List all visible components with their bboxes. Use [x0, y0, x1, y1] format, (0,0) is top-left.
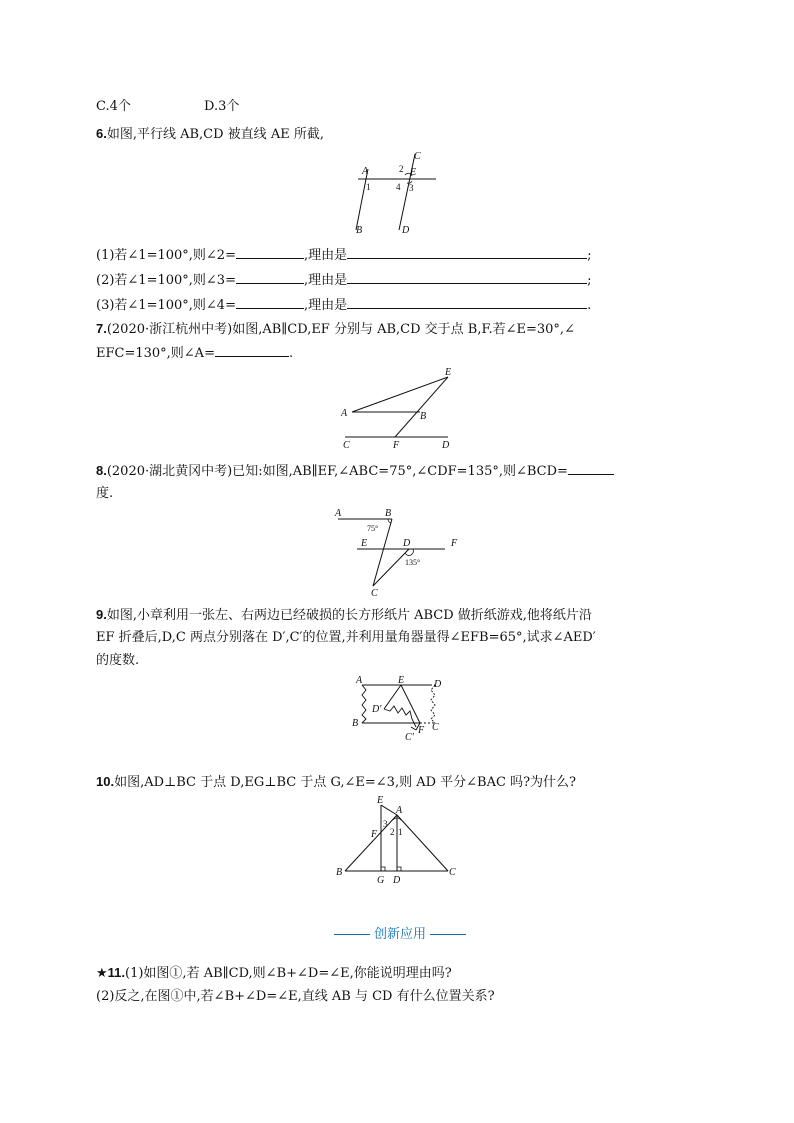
label-b: B	[336, 867, 343, 878]
question-number: 10.	[96, 774, 115, 789]
section-title: 创新应用	[374, 927, 427, 942]
question-11-line-2: (2)反之,在图①中,若∠B+∠D=∠E,直线 AB 与 CD 有什么位置关系?	[96, 989, 495, 1004]
label-b: B	[352, 718, 359, 729]
question-11-line-1	[96, 963, 452, 984]
label-d: D	[402, 225, 410, 236]
figure-q6	[340, 148, 460, 238]
label-d: D	[442, 440, 450, 451]
angle-1: 1	[366, 182, 371, 192]
label-c: C	[414, 151, 421, 162]
angle-75: 75°	[367, 524, 379, 533]
question-text: EFC=130°,则∠A=	[96, 346, 215, 361]
label-b: B	[420, 411, 427, 422]
question-text: 如图,小章利用一张左、右两边已经破损的长方形纸片 ABCD 做折纸游戏,他将纸片沿	[106, 608, 592, 623]
label-d: D	[434, 679, 442, 690]
angle-3: 3	[383, 819, 388, 829]
part-text: ;	[587, 273, 592, 288]
label-f: F	[451, 538, 458, 549]
question-text: 如图,平行线 AB,CD 被直线 AE 所截,	[106, 127, 324, 142]
part-text: ,理由是	[303, 273, 348, 288]
answer-blank[interactable]	[215, 342, 289, 357]
label-e: E	[377, 795, 384, 806]
label-a: A	[362, 166, 369, 177]
label-c: C	[343, 440, 350, 451]
question-7-line-1	[96, 319, 575, 340]
label-a: A	[335, 508, 342, 519]
section-header	[330, 925, 470, 945]
label-c: C	[432, 722, 439, 733]
question-number: 6.	[96, 126, 107, 141]
label-e: E	[445, 367, 452, 378]
label-a: A	[341, 408, 348, 419]
label-g: G	[377, 875, 385, 886]
angle-4: 4	[396, 182, 401, 192]
label-cprime: C′	[405, 732, 414, 743]
question-6-stem	[96, 124, 324, 145]
answer-blank[interactable]	[568, 460, 614, 475]
figure-q7	[340, 365, 470, 455]
question-8-line-2: 度.	[96, 486, 114, 501]
question-6-part-3	[96, 294, 591, 316]
question-text: (2020·湖北黄冈中考)已知:如图,AB∥EF,∠ABC=75°,∠CDF=135°,则∠BCD=	[106, 464, 568, 479]
label-a: A	[356, 675, 363, 686]
question-text: 如图,AD⊥BC 于点 D,EG⊥BC 于点 G,∠E=∠3,则 AD 平分∠BAC 吗?为什么?	[114, 775, 577, 790]
answer-blank[interactable]	[236, 269, 304, 284]
label-e: E	[410, 167, 417, 178]
part-text: (1)若∠1=100°,则∠2=	[96, 248, 236, 263]
star-icon: ★	[96, 966, 108, 981]
question-number: 9.	[96, 607, 107, 622]
question-9-line-2: EF 折叠后,D,C 两点分别落在 D′,C′的位置,并利用量角器量得∠EFB=65°,试求∠AED′	[96, 630, 596, 645]
option-d: D.3个	[204, 99, 240, 114]
part-text: ,理由是	[303, 298, 348, 313]
label-d: D	[403, 538, 411, 549]
question-number: 8.	[96, 463, 107, 478]
part-text: ;	[587, 248, 592, 263]
question-6-part-1	[96, 244, 592, 266]
angle-135: 135°	[405, 558, 421, 567]
question-text: (1)如图①,若 AB∥CD,则∠B+∠D=∠E,你能说明理由吗?	[125, 966, 452, 981]
part-text: .	[587, 298, 592, 313]
angle-2: 2	[390, 827, 395, 837]
label-b: B	[385, 508, 392, 519]
label-d: D	[393, 875, 401, 886]
figure-q8	[335, 506, 465, 599]
reason-blank[interactable]	[347, 294, 587, 309]
figure-q9	[350, 675, 470, 755]
label-e: E	[361, 538, 368, 549]
divider-line	[334, 934, 370, 935]
label-b: B	[356, 225, 363, 236]
reason-blank[interactable]	[347, 244, 587, 259]
reason-blank[interactable]	[347, 269, 587, 284]
divider-line	[430, 934, 466, 935]
label-f: F	[371, 829, 378, 840]
question-9-line-3: 的度数.	[96, 653, 140, 668]
question-6-part-2	[96, 269, 592, 291]
angle-1: 1	[398, 827, 403, 837]
question-text: .	[288, 346, 294, 361]
question-7-line-2	[96, 342, 293, 364]
question-number: 11.	[107, 965, 126, 980]
label-a: A	[396, 805, 403, 816]
label-c: C	[371, 588, 378, 599]
option-c: C.4个	[96, 99, 131, 114]
label-e: E	[398, 675, 405, 686]
part-text: (2)若∠1=100°,则∠3=	[96, 273, 236, 288]
question-9-line-1	[96, 605, 592, 626]
figure-q10	[335, 793, 465, 888]
answer-blank[interactable]	[236, 294, 304, 309]
question-number: 7.	[96, 321, 107, 336]
angle-3: 3	[409, 183, 414, 193]
angle-2: 2	[399, 164, 404, 174]
label-dprime: D′	[372, 704, 382, 715]
label-c: C	[449, 867, 456, 878]
label-f: F	[418, 725, 425, 736]
part-text: (3)若∠1=100°,则∠4=	[96, 298, 236, 313]
question-10-line-1	[96, 772, 576, 793]
answer-blank[interactable]	[236, 244, 304, 259]
part-text: ,理由是	[303, 248, 348, 263]
label-f: F	[393, 440, 400, 451]
question-8-line-1	[96, 460, 614, 482]
question-text: (2020·浙江杭州中考)如图,AB∥CD,EF 分别与 AB,CD 交于点 B,F.若∠E=30°,∠	[106, 322, 575, 337]
